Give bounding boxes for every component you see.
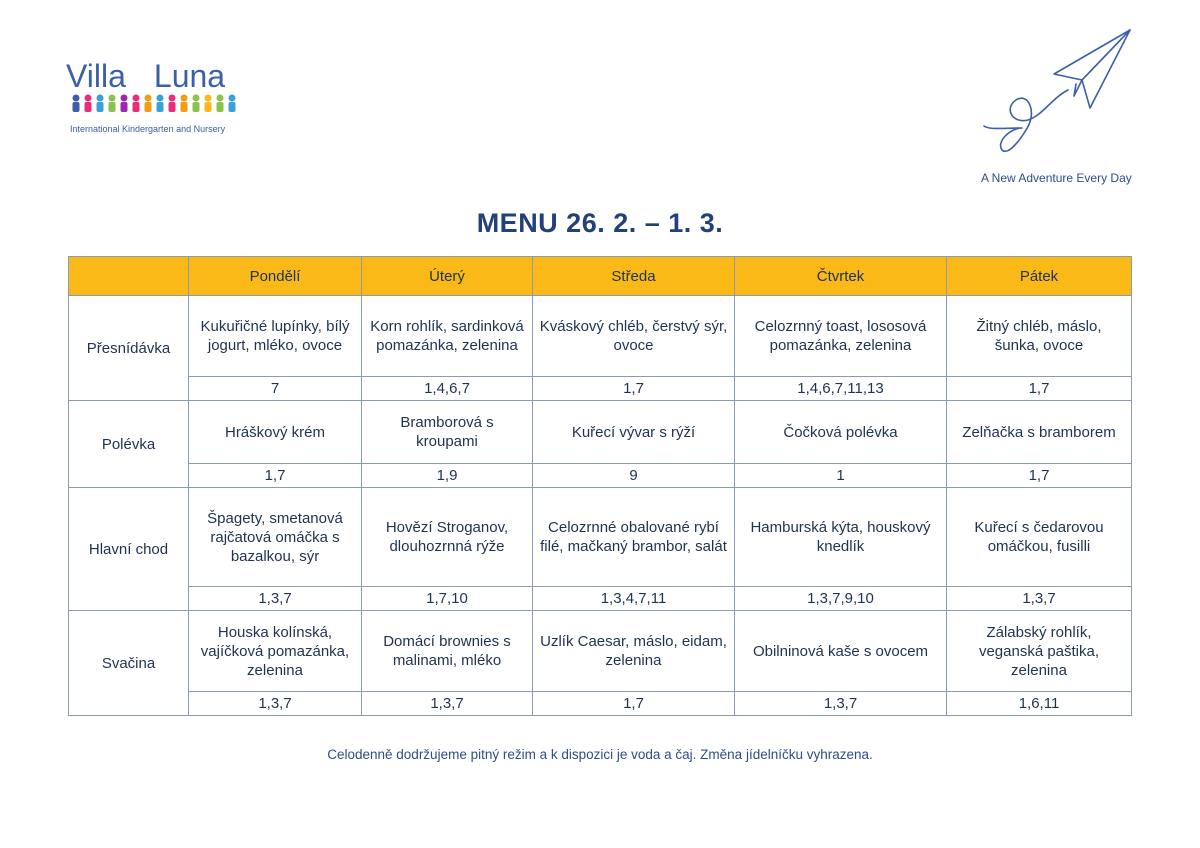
allergen-cell: 1,3,7 bbox=[362, 692, 533, 716]
allergen-cell: 1,3,4,7,11 bbox=[533, 587, 735, 611]
dish-cell: Zálabský rohlík, veganská paštika, zelenina bbox=[947, 611, 1132, 692]
meal-label: Přesnídávka bbox=[69, 296, 189, 401]
meal-label: Svačina bbox=[69, 611, 189, 716]
allergen-cell: 1,7,10 bbox=[362, 587, 533, 611]
tagline: A New Adventure Every Day bbox=[981, 171, 1132, 185]
menu-table bbox=[68, 256, 1132, 716]
allergen-row bbox=[69, 692, 1132, 716]
allergen-row bbox=[69, 377, 1132, 401]
day-header: Pátek bbox=[947, 257, 1132, 296]
corner-cell bbox=[69, 257, 189, 296]
allergen-cell: 1,7 bbox=[533, 377, 735, 401]
allergen-cell: 1,6,11 bbox=[947, 692, 1132, 716]
paper-plane-icon bbox=[982, 28, 1137, 158]
day-header: Úterý bbox=[362, 257, 533, 296]
allergen-cell: 1 bbox=[735, 464, 947, 488]
dish-cell: Domácí brownies s malinami, mléko bbox=[362, 611, 533, 692]
page-title: MENU 26. 2. – 1. 3. bbox=[476, 208, 724, 238]
allergen-cell: 1,7 bbox=[189, 464, 362, 488]
logo-subtitle: International Kindergarten and Nursery bbox=[70, 124, 226, 134]
dish-cell: Hamburská kýta, houskový knedlík bbox=[735, 488, 947, 587]
children-figures-icon bbox=[70, 94, 240, 116]
dish-row bbox=[69, 401, 1132, 464]
allergen-cell: 1,3,7,9,10 bbox=[735, 587, 947, 611]
meal-label: Hlavní chod bbox=[69, 488, 189, 611]
dish-cell: Celozrnný toast, lososová pomazánka, zelenina bbox=[735, 296, 947, 377]
allergen-cell: 7 bbox=[189, 377, 362, 401]
allergen-cell: 1,7 bbox=[533, 692, 735, 716]
day-header: Pondělí bbox=[189, 257, 362, 296]
allergen-cell: 1,3,7 bbox=[735, 692, 947, 716]
dish-cell: Bramborová s kroupami bbox=[362, 401, 533, 464]
allergen-cell: 1,7 bbox=[947, 377, 1132, 401]
dish-cell: Kváskový chléb, čerstvý sýr, ovoce bbox=[533, 296, 735, 377]
allergen-cell: 1,3,7 bbox=[947, 587, 1132, 611]
meal-label: Polévka bbox=[69, 401, 189, 488]
dish-row bbox=[69, 611, 1132, 692]
allergen-cell: 1,9 bbox=[362, 464, 533, 488]
dish-cell: Korn rohlík, sardinková pomazánka, zelenina bbox=[362, 296, 533, 377]
dish-row bbox=[69, 296, 1132, 377]
dish-cell: Žitný chléb, máslo, šunka, ovoce bbox=[947, 296, 1132, 377]
dish-cell: Kukuřičné lupínky, bílý jogurt, mléko, ovoce bbox=[189, 296, 362, 377]
dish-cell: Celozrnné obalované rybí filé, mačkaný brambor, salát bbox=[533, 488, 735, 587]
dish-row bbox=[69, 488, 1132, 587]
dish-cell: Čočková polévka bbox=[735, 401, 947, 464]
dish-cell: Zelňačka s bramborem bbox=[947, 401, 1132, 464]
villa-luna-logo bbox=[66, 44, 256, 140]
header-row bbox=[69, 257, 1132, 296]
dish-cell: Špagety, smetanová rajčatová omáčka s bazalkou, sýr bbox=[189, 488, 362, 587]
dish-cell: Obilninová kaše s ovocem bbox=[735, 611, 947, 692]
day-header: Čtvrtek bbox=[735, 257, 947, 296]
logo-luna-text: Luna bbox=[153, 58, 226, 94]
day-header: Středa bbox=[533, 257, 735, 296]
allergen-cell: 1,4,6,7 bbox=[362, 377, 533, 401]
dish-cell: Kuřecí s čedarovou omáčkou, fusilli bbox=[947, 488, 1132, 587]
dish-cell: Houska kolínská, vajíčková pomazánka, zelenina bbox=[189, 611, 362, 692]
allergen-cell: 9 bbox=[533, 464, 735, 488]
dish-cell: Uzlík Caesar, máslo, eidam, zelenina bbox=[533, 611, 735, 692]
allergen-cell: 1,3,7 bbox=[189, 692, 362, 716]
dish-cell: Hráškový krém bbox=[189, 401, 362, 464]
allergen-cell: 1,3,7 bbox=[189, 587, 362, 611]
logo-villa-text: Villa bbox=[66, 58, 126, 94]
footer-note: Celodenně dodržujeme pitný režim a k dispozici je voda a čaj. Změna jídelníčku vyhrazena. bbox=[327, 747, 873, 762]
allergen-cell: 1,4,6,7,11,13 bbox=[735, 377, 947, 401]
dish-cell: Kuřecí vývar s rýží bbox=[533, 401, 735, 464]
allergen-row bbox=[69, 587, 1132, 611]
allergen-cell: 1,7 bbox=[947, 464, 1132, 488]
dish-cell: Hovězí Stroganov, dlouhozrnná rýže bbox=[362, 488, 533, 587]
allergen-row bbox=[69, 464, 1132, 488]
